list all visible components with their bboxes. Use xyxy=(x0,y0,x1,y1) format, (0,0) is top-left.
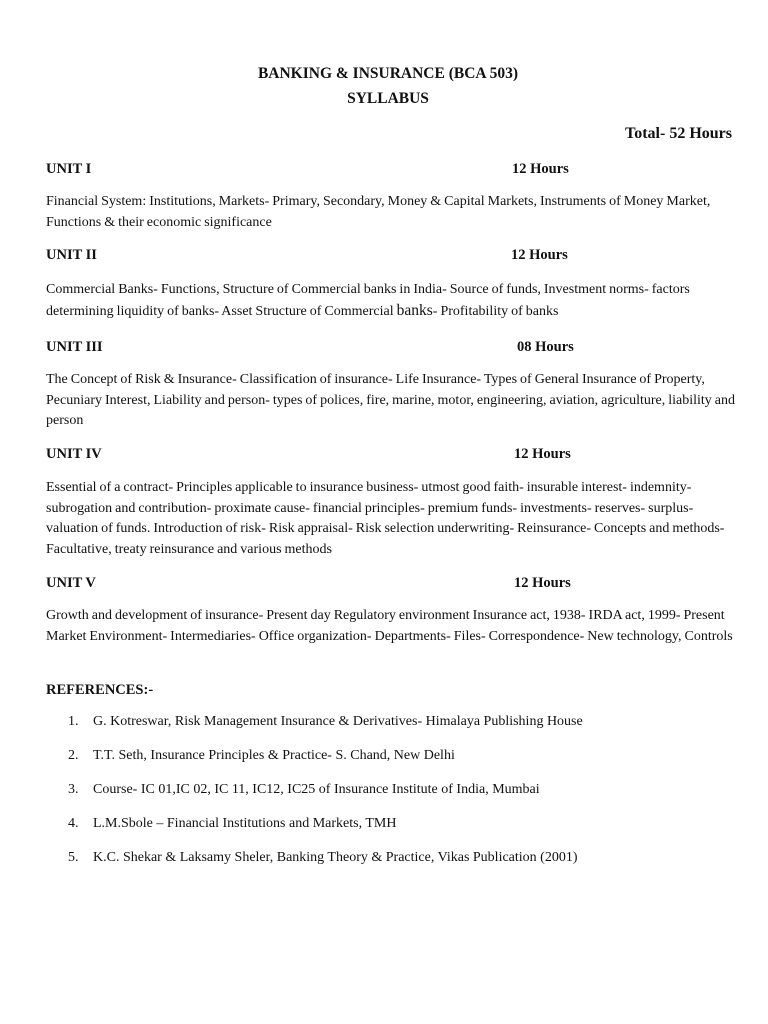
unit-description: Financial System: Institutions, Markets- Primary, Secondary, Money & Capital Markets, Instruments of Money Market, Functions & their economic significance xyxy=(46,194,711,230)
unit-hours: 08 Hours xyxy=(517,339,574,355)
reference-number: 3. xyxy=(68,782,79,797)
reference-text: L.M.Sbole – Financial Institutions and Markets, TMH xyxy=(93,816,397,831)
unit-description-emphasis: banks xyxy=(396,301,433,319)
unit-description: Essential of a contract- Principles applicable to insurance business- utmost good faith- insurable interest- indemnity- subrogation and contribution- proximate cause- financial principles- premium funds- investments- reserves- surplus- valuation of funds. Introduction of risk- Risk appraisal- Risk selection underwriting- Reinsurance- Concepts and methods- Facultative, treaty reinsurance and various methods xyxy=(46,480,725,557)
total-hours: Total- 52 Hours xyxy=(625,125,732,142)
unit-hours: 12 Hours xyxy=(511,247,568,263)
unit-name: UNIT V xyxy=(46,575,96,591)
reference-text: G. Kotreswar, Risk Management Insurance & Derivatives- Himalaya Publishing House xyxy=(93,714,583,729)
reference-item xyxy=(68,814,738,848)
reference-item xyxy=(68,780,738,814)
unit-header xyxy=(46,159,736,179)
unit-header xyxy=(46,245,736,265)
unit-description-part2: - Profitability of banks xyxy=(432,303,559,319)
document-subtitle: SYLLABUS xyxy=(347,90,429,107)
reference-item xyxy=(68,712,738,746)
unit-hours: 12 Hours xyxy=(512,161,569,177)
unit-hours: 12 Hours xyxy=(514,446,571,462)
unit-header xyxy=(46,337,736,357)
unit-header xyxy=(46,444,736,464)
reference-item xyxy=(68,746,738,780)
document-title: BANKING & INSURANCE (BCA 503) xyxy=(257,65,519,82)
unit-name: UNIT III xyxy=(46,339,103,355)
unit-header xyxy=(46,573,736,593)
reference-number: 2. xyxy=(68,748,79,763)
unit-name: UNIT II xyxy=(46,247,97,263)
reference-item xyxy=(68,848,738,882)
reference-text: T.T. Seth, Insurance Principles & Practice- S. Chand, New Delhi xyxy=(93,748,455,763)
unit-description: Growth and development of insurance- Present day Regulatory environment Insurance act, 1938- IRDA act, 1999- Present Market Environment- Intermediaries- Office organization- Departments- Files- Correspondence- New technology, Controls xyxy=(46,608,733,644)
unit-description xyxy=(46,280,736,322)
references-list xyxy=(68,712,738,882)
reference-number: 5. xyxy=(68,850,79,865)
unit-description: The Concept of Risk & Insurance- Classification of insurance- Life Insurance- Types of General Insurance of Property, Pecuniary Interest, Liability and person- types of polices, fire, marine, motor, engineering, aviation, agriculture, liability and person xyxy=(46,372,735,428)
reference-text: K.C. Shekar & Laksamy Sheler, Banking Theory & Practice, Vikas Publication (2001) xyxy=(93,850,578,865)
references-heading: REFERENCES:- xyxy=(46,682,154,698)
reference-number: 4. xyxy=(68,816,79,831)
unit-hours: 12 Hours xyxy=(514,575,571,591)
reference-text: Course- IC 01,IC 02, IC 11, IC12, IC25 of Insurance Institute of India, Mumbai xyxy=(93,782,540,797)
unit-description-part1: Commercial Banks- Functions, Structure of Commercial banks in India- Source of funds, Investment norms- factors determining liquidity of banks- Asset Structure of Commercial xyxy=(46,282,690,319)
unit-name: UNIT I xyxy=(46,161,92,177)
reference-number: 1. xyxy=(68,714,79,729)
unit-name: UNIT IV xyxy=(46,446,102,462)
